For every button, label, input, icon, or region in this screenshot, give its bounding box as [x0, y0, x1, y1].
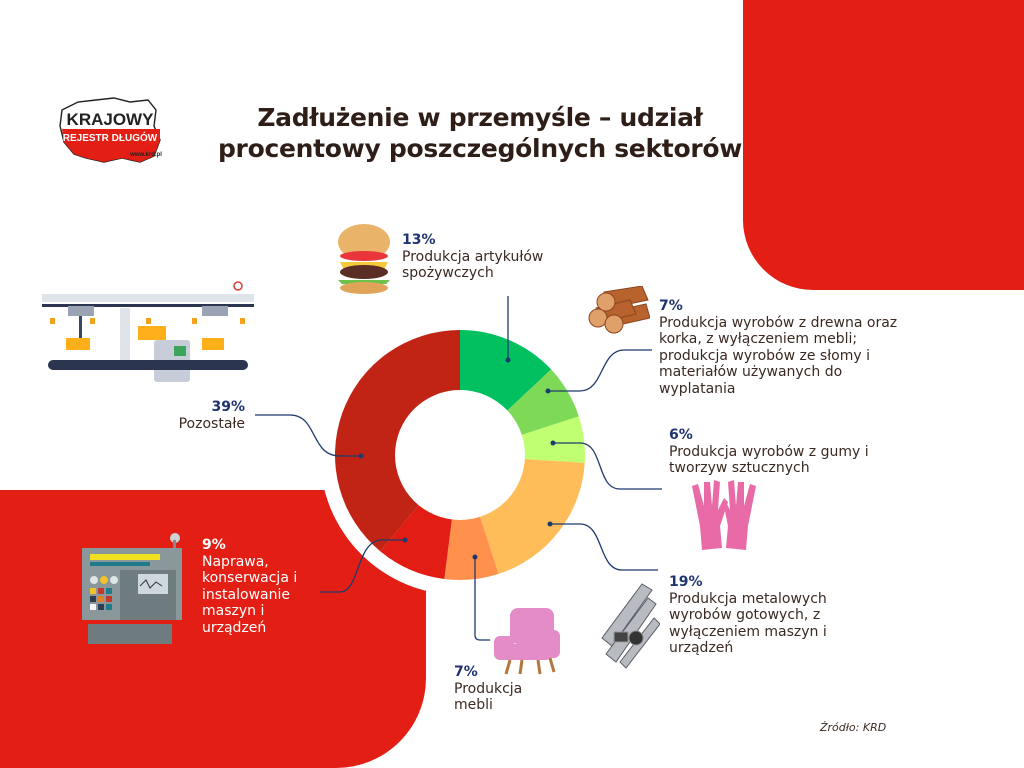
label-wood	[659, 298, 899, 397]
label-rubber-text: Produkcja wyrobów z gumy i tworzyw sztucznych	[669, 443, 869, 476]
donut-hole	[395, 390, 525, 520]
label-metal	[669, 574, 844, 657]
gloves-icon	[684, 476, 764, 552]
title-line-2: procentowy poszczególnych sektorów	[217, 134, 743, 163]
label-repair-text: Naprawa, konserwacja i instalowanie maszyn i urządzeń	[202, 553, 298, 636]
label-furniture	[454, 664, 544, 714]
svg-text:KRAJOWY: KRAJOWY	[66, 110, 154, 129]
label-food-text: Produkcja artykułów spożywczych	[402, 248, 544, 281]
label-wood-text: Produkcja wyrobów z drewna oraz korka, z wyłączeniem mebli; produkcja wyrobów ze słomy i materiałów używanych do wyplatania	[659, 314, 898, 397]
label-repair	[202, 537, 314, 636]
label-furniture-pct: 7%	[454, 664, 478, 680]
label-other-text: Pozostałe	[178, 415, 245, 432]
svg-text:www.krd.pl: www.krd.pl	[130, 152, 162, 158]
factory-line-icon	[42, 278, 254, 388]
metal-beams-icon	[596, 578, 660, 670]
label-furniture-text: Produkcja mebli	[454, 680, 523, 713]
label-wood-pct: 7%	[659, 298, 683, 314]
label-other	[150, 399, 245, 432]
label-metal-pct: 19%	[669, 574, 703, 590]
burger-icon	[334, 222, 394, 296]
label-rubber-pct: 6%	[669, 427, 693, 443]
label-metal-text: Produkcja metalowych wyrobów gotowych, z wyłączeniem maszyn i urządzeń	[669, 590, 827, 656]
source-note: Źródło: KRD	[820, 721, 887, 734]
label-rubber	[669, 427, 897, 477]
svg-text:REJESTR DŁUGÓW: REJESTR DŁUGÓW	[62, 133, 158, 144]
title-line-1: Zadłużenie w przemyśle – udział	[257, 103, 703, 132]
control-panel-icon	[82, 532, 185, 644]
label-other-pct: 39%	[211, 399, 245, 415]
label-food	[402, 232, 582, 282]
label-repair-pct: 9%	[202, 537, 226, 553]
logs-icon	[586, 286, 650, 338]
label-food-pct: 13%	[402, 232, 436, 248]
